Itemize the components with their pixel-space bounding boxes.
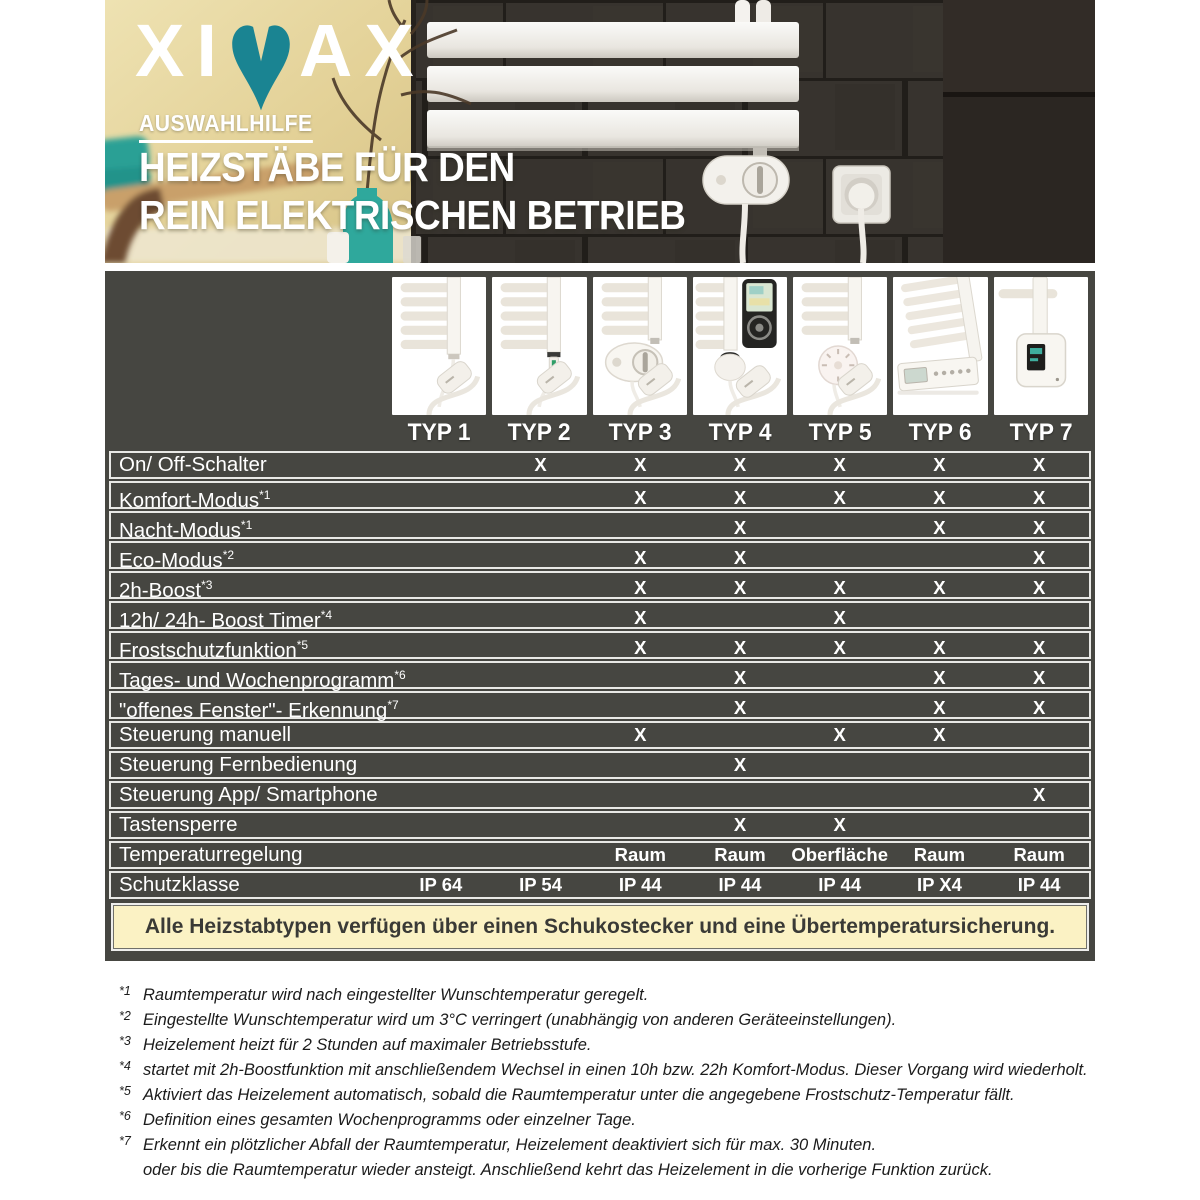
logo-text-left: XI <box>135 9 229 92</box>
feature-check: X <box>634 546 647 568</box>
hero-banner <box>105 0 1095 263</box>
feature-value: IP 44 <box>818 874 862 895</box>
feature-check: X <box>634 606 647 628</box>
feature-check: X <box>833 454 846 475</box>
feature-value: Raum <box>1013 844 1065 865</box>
footnote-continuation <box>119 1158 1095 1183</box>
footnote-ref: *1 <box>259 488 271 502</box>
product-photo-typ-2 <box>492 277 586 415</box>
footnote <box>119 1033 1095 1058</box>
feature-value: IP 54 <box>519 874 562 895</box>
feature-value: IP 64 <box>419 874 463 895</box>
feature-check: X <box>933 636 946 658</box>
feature-check: X <box>933 724 946 745</box>
footnote-marker: *6 <box>119 1109 131 1123</box>
row-label: Frostschutzfunktion$^{*5}$ <box>119 638 309 662</box>
table-row <box>109 481 1091 512</box>
footnote-marker: *3 <box>119 1034 131 1048</box>
feature-check: X <box>634 454 647 475</box>
feature-check: X <box>733 454 747 475</box>
feature-check: X <box>1032 516 1046 538</box>
ximax-logo <box>135 9 426 114</box>
feature-check: X <box>733 516 747 538</box>
feature-check: X <box>733 754 747 775</box>
feature-check: X <box>933 486 946 508</box>
table-row <box>109 751 1091 779</box>
row-label: 2h-Boost$^{*3}$ <box>119 578 213 602</box>
feature-check: X <box>733 636 747 658</box>
feature-check: X <box>634 486 647 508</box>
type-label-3: TYP 3 <box>608 419 672 446</box>
feature-value: Raum <box>614 844 666 865</box>
feature-check: X <box>1032 486 1046 508</box>
feature-check: X <box>634 724 647 745</box>
feature-check: X <box>933 576 946 598</box>
row-label: Komfort-Modus$^{*1}$ <box>119 488 271 512</box>
row-label: Tastensperre <box>119 813 238 836</box>
footnote <box>119 1008 1095 1033</box>
product-photo-typ-7 <box>994 277 1088 415</box>
feature-check: X <box>1032 696 1046 718</box>
feature-check: X <box>733 486 747 508</box>
row-label: On/ Off-Schalter <box>119 453 267 476</box>
footnote-text: Raumtemperatur wird nach eingestellter Wunschtemperatur geregelt. <box>143 986 649 1004</box>
footnote <box>119 1058 1095 1083</box>
feature-value: IP X4 <box>916 874 962 895</box>
footnote-text: Heizelement heizt für 2 Stunden auf maximaler Betriebsstufe. <box>143 1036 592 1054</box>
feature-check: X <box>833 606 846 628</box>
footnote-marker: *4 <box>119 1059 131 1073</box>
footnote-marker: *5 <box>119 1084 131 1098</box>
feature-check: X <box>1032 784 1046 805</box>
footnote-text: oder bis die Raumtemperatur wieder ansteigt. Anschließend kehrt das Heizelement in die vorherige Funktion zurück. <box>143 1161 993 1179</box>
feature-check: X <box>933 516 946 538</box>
footnote <box>119 1108 1095 1133</box>
footnote-marker: *7 <box>119 1134 131 1148</box>
row-label: Eco-Modus$^{*2}$ <box>119 548 235 572</box>
feature-check: X <box>634 636 647 658</box>
row-label: Nacht-Modus$^{*1}$ <box>119 518 253 542</box>
hero-title-line1: HEIZSTÄBE FÜR DEN <box>139 144 515 190</box>
logo-m-drop-icon <box>225 16 297 114</box>
feature-check: X <box>933 454 946 475</box>
feature-check: X <box>833 486 846 508</box>
feature-check: X <box>1032 576 1046 598</box>
footnote-ref: *1 <box>240 518 253 532</box>
row-label: Schutzklasse <box>119 873 240 896</box>
row-label: Steuerung App/ Smartphone <box>119 783 378 806</box>
feature-check: X <box>933 696 946 718</box>
row-label: Temperaturregelung <box>119 843 303 866</box>
hero-title-line2: REIN ELEKTRISCHEN BETRIEB <box>139 192 686 238</box>
table-row <box>109 631 1091 662</box>
type-label-2: TYP 2 <box>507 419 571 446</box>
table-row <box>109 541 1091 572</box>
product-photo-typ-6 <box>893 277 987 415</box>
feature-check: X <box>733 814 747 835</box>
footnote-ref: *2 <box>222 548 235 562</box>
feature-check: X <box>733 576 747 598</box>
hero-kicker: AUSWAHLHILFE <box>139 110 313 143</box>
feature-value: Raum <box>913 844 966 865</box>
table-row <box>109 511 1091 542</box>
footnote-ref: *4 <box>320 608 333 622</box>
feature-check: X <box>1032 666 1046 688</box>
footnote-text: startet mit 2h-Boostfunktion mit anschließendem Wechsel in einen 10h bzw. 22h Komfort-Modus. Dieser Vorgang wird wiederholt. <box>143 1061 1088 1079</box>
divider <box>105 263 1095 271</box>
table-row <box>109 841 1091 869</box>
footnote-ref: *6 <box>394 668 406 682</box>
row-label: 12h/ 24h- Boost Timer$^{*4}$ <box>119 608 333 632</box>
table-row <box>109 451 1091 479</box>
table-row <box>109 601 1091 632</box>
feature-check: X <box>733 666 747 688</box>
product-photo-row <box>109 277 1091 415</box>
footnote-ref: *7 <box>387 698 399 712</box>
feature-check: X <box>733 546 747 568</box>
row-label: Tages- und Wochenprogramm$^{*6}$ <box>119 668 406 692</box>
footnote-ref: *5 <box>296 638 309 652</box>
table-row <box>109 781 1091 809</box>
table-row <box>109 691 1091 722</box>
feature-check: X <box>534 454 547 475</box>
row-label: "offenes Fenster"- Erkennung$^{*7}$ <box>119 698 399 722</box>
feature-value: IP 44 <box>618 874 662 895</box>
table-row <box>109 811 1091 839</box>
footnote-marker: *2 <box>119 1009 131 1023</box>
table-row <box>109 571 1091 602</box>
feature-check: X <box>1032 636 1046 658</box>
product-photo-typ-5 <box>793 277 887 415</box>
table-row <box>109 721 1091 749</box>
feature-rows <box>109 451 1091 899</box>
footnote-text: Eingestellte Wunschtemperatur wird um 3°C verringert (unabhängig von anderen Geräteeinstellungen). <box>143 1011 897 1029</box>
footnote-ref: *3 <box>201 578 213 592</box>
page <box>105 0 1095 1183</box>
type-label-5: TYP 5 <box>808 419 872 446</box>
footnote-text: Definition eines gesamten Wochenprogramms oder einzelner Tage. <box>143 1111 636 1129</box>
header-spacer <box>109 277 389 415</box>
footnote <box>119 983 1095 1008</box>
feature-check: X <box>833 636 846 658</box>
comparison-table <box>105 271 1095 961</box>
logo-text-right: AX <box>298 9 426 92</box>
footnote-text: Aktiviert das Heizelement automatisch, sobald die Raumtemperatur unter die angegebene Frostschutz-Temperatur fällt. <box>143 1086 1015 1104</box>
footnote <box>119 1133 1095 1158</box>
footnote-marker: *1 <box>119 984 131 998</box>
feature-check: X <box>1032 546 1046 568</box>
type-label-7: TYP 7 <box>1009 419 1073 446</box>
type-label-4: TYP 4 <box>708 419 772 446</box>
type-label-1: TYP 1 <box>407 419 471 446</box>
feature-value: Oberfläche <box>791 844 889 865</box>
feature-check: X <box>933 666 946 688</box>
feature-value: IP 44 <box>718 874 762 895</box>
feature-value: IP 44 <box>1017 874 1061 895</box>
type-label-row <box>109 415 1091 451</box>
row-label: Steuerung Fernbedienung <box>119 753 358 776</box>
product-photo-typ-4 <box>693 277 787 415</box>
feature-check: X <box>833 576 846 598</box>
feature-check: X <box>833 724 846 745</box>
footnotes <box>105 983 1095 1183</box>
info-banner: Alle Heizstabtypen verfügen über einen Schukostecker und eine Übertemperatursicherung. <box>111 903 1089 951</box>
table-row <box>109 871 1091 899</box>
footnote-text: Erkennt ein plötzlicher Abfall der Raumtemperatur, Heizelement deaktiviert sich für max. 30 Minuten. <box>143 1136 877 1154</box>
type-label-6: TYP 6 <box>909 419 973 446</box>
product-photo-typ-3 <box>593 277 687 415</box>
feature-check: X <box>1032 454 1046 475</box>
row-label: Steuerung manuell <box>119 723 292 746</box>
product-photo-typ-1 <box>392 277 486 415</box>
feature-value: Raum <box>714 844 766 865</box>
table-row <box>109 661 1091 692</box>
feature-check: X <box>634 576 647 598</box>
feature-check: X <box>733 696 747 718</box>
feature-check: X <box>833 814 846 835</box>
footnote <box>119 1083 1095 1108</box>
